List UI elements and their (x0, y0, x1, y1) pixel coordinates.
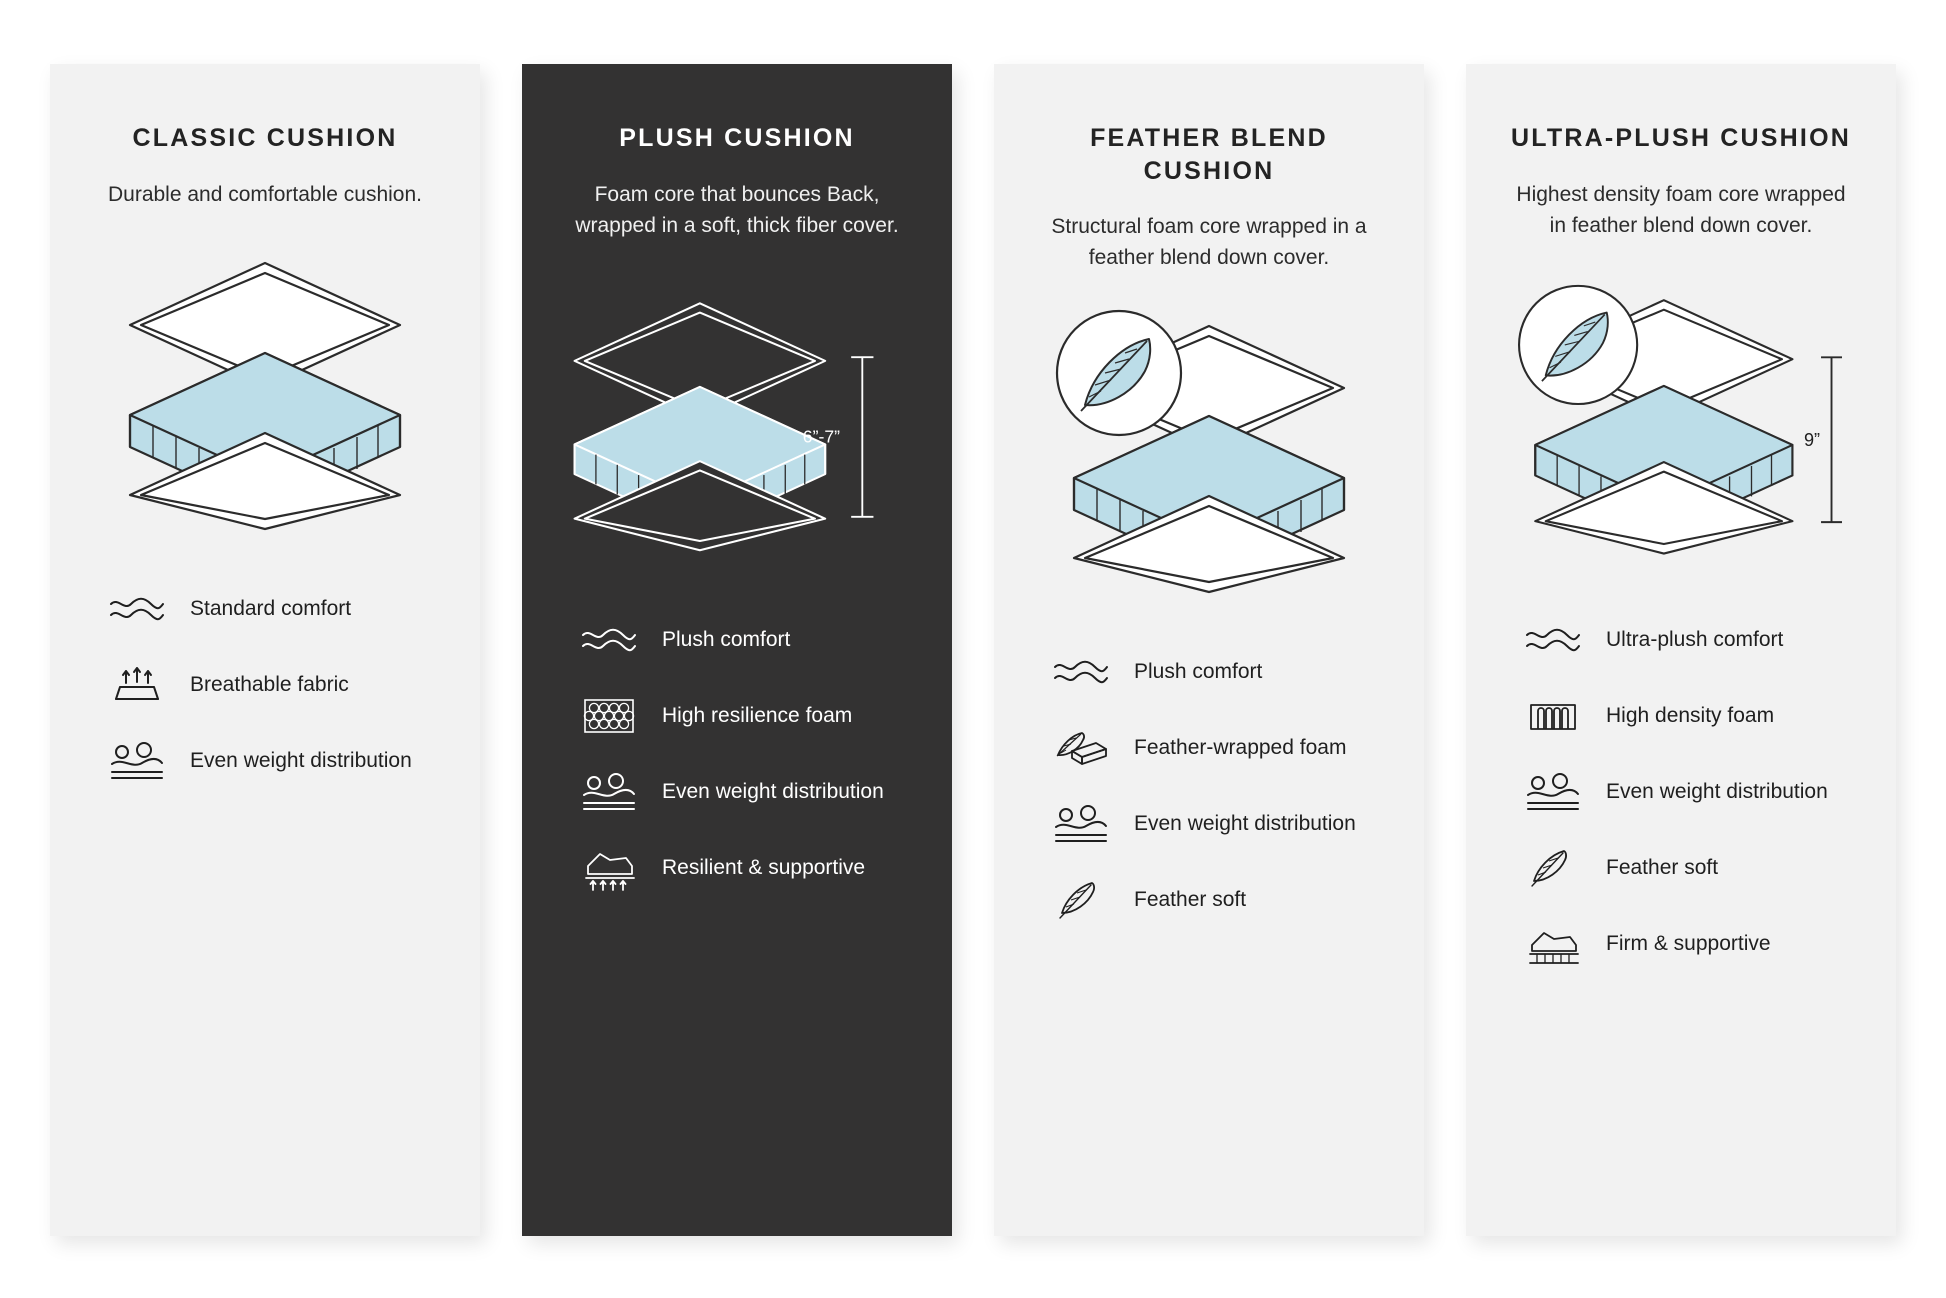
feature-item (578, 767, 918, 817)
card-title: CLASSIC CUSHION (132, 124, 398, 152)
feature-label: Even weight distribution (1134, 812, 1356, 836)
feature-item (1522, 691, 1862, 741)
breathable-fabric-icon (106, 660, 168, 710)
waves-icon (1050, 647, 1112, 697)
feature-item (1522, 919, 1862, 969)
resilient-support-icon (578, 843, 640, 893)
feather-icon (1050, 875, 1112, 925)
feature-list (84, 584, 446, 786)
feature-list (1500, 615, 1862, 969)
card-description: Highest density foam core wrapped in feather blend down cover. (1516, 182, 1846, 237)
even-weight-icon (1522, 767, 1584, 817)
feature-label: Feather soft (1134, 888, 1247, 912)
card-plush-cushion (522, 64, 952, 1236)
feature-item (106, 736, 446, 786)
card-title: FEATHER BLEND CUSHION (1090, 124, 1328, 185)
firm-support-icon (1522, 919, 1584, 969)
feature-label: High density foam (1606, 703, 1775, 727)
feature-item (578, 843, 918, 893)
feature-label: Standard comfort (190, 596, 352, 620)
feature-label: Resilient & supportive (662, 855, 866, 879)
honeycomb-foam-icon (578, 691, 640, 741)
feature-label: Plush comfort (662, 627, 791, 651)
feature-label: Even weight distribution (190, 748, 412, 772)
exploded-cushion-illustration (1029, 301, 1389, 611)
card-ultra-plush-cushion (1466, 64, 1896, 1236)
feature-label: High resilience foam (662, 703, 853, 727)
feature-item (1050, 799, 1390, 849)
exploded-cushion-illustration (100, 243, 430, 543)
feature-item (1050, 723, 1390, 773)
feature-list (1028, 647, 1390, 925)
feature-label: Feather-wrapped foam (1134, 736, 1347, 760)
card-description: Foam core that bounces Back, wrapped in a soft, thick fiber cover. (575, 182, 899, 237)
feature-item (578, 691, 918, 741)
even-weight-icon (106, 736, 168, 786)
card-description: Structural foam core wrapped in a feather blend down cover. (1051, 215, 1367, 270)
feather-icon (1522, 843, 1584, 893)
feature-item (1050, 647, 1390, 697)
high-density-foam-icon (1522, 691, 1584, 741)
feature-label: Ultra-plush comfort (1606, 627, 1784, 651)
feature-label: Breathable fabric (190, 672, 349, 696)
feature-item (106, 660, 446, 710)
waves-icon (578, 615, 640, 665)
even-weight-icon (578, 767, 640, 817)
feature-item (1522, 843, 1862, 893)
feature-label: Feather soft (1606, 855, 1719, 879)
feature-label: Firm & supportive (1606, 931, 1771, 955)
even-weight-icon (1050, 799, 1112, 849)
feature-label: Plush comfort (1134, 660, 1263, 684)
exploded-cushion-illustration (1500, 269, 1862, 579)
waves-icon (106, 584, 168, 634)
feature-label: Even weight distribution (662, 779, 884, 803)
dimension-label: 6”-7” (802, 426, 841, 447)
feature-list (556, 615, 918, 893)
feature-label: Even weight distribution (1606, 779, 1828, 803)
feature-item (1522, 615, 1862, 665)
feature-item (1050, 875, 1390, 925)
cushion-diagram (1500, 259, 1862, 589)
card-title: ULTRA-PLUSH CUSHION (1511, 124, 1851, 152)
cushion-diagram (556, 259, 918, 589)
dimension-label: 9” (1803, 429, 1821, 450)
card-feather-blend-cushion (994, 64, 1424, 1236)
waves-icon (1522, 615, 1584, 665)
feather-wrapped-foam-icon (1050, 723, 1112, 773)
feature-item (578, 615, 918, 665)
card-title: PLUSH CUSHION (619, 124, 855, 152)
feature-item (1522, 767, 1862, 817)
cushion-diagram (84, 228, 446, 558)
card-description: Durable and comfortable cushion. (107, 182, 422, 206)
feature-item (106, 584, 446, 634)
card-classic-cushion (50, 64, 480, 1236)
exploded-cushion-illustration (556, 274, 918, 574)
cushion-diagram (1028, 291, 1390, 621)
